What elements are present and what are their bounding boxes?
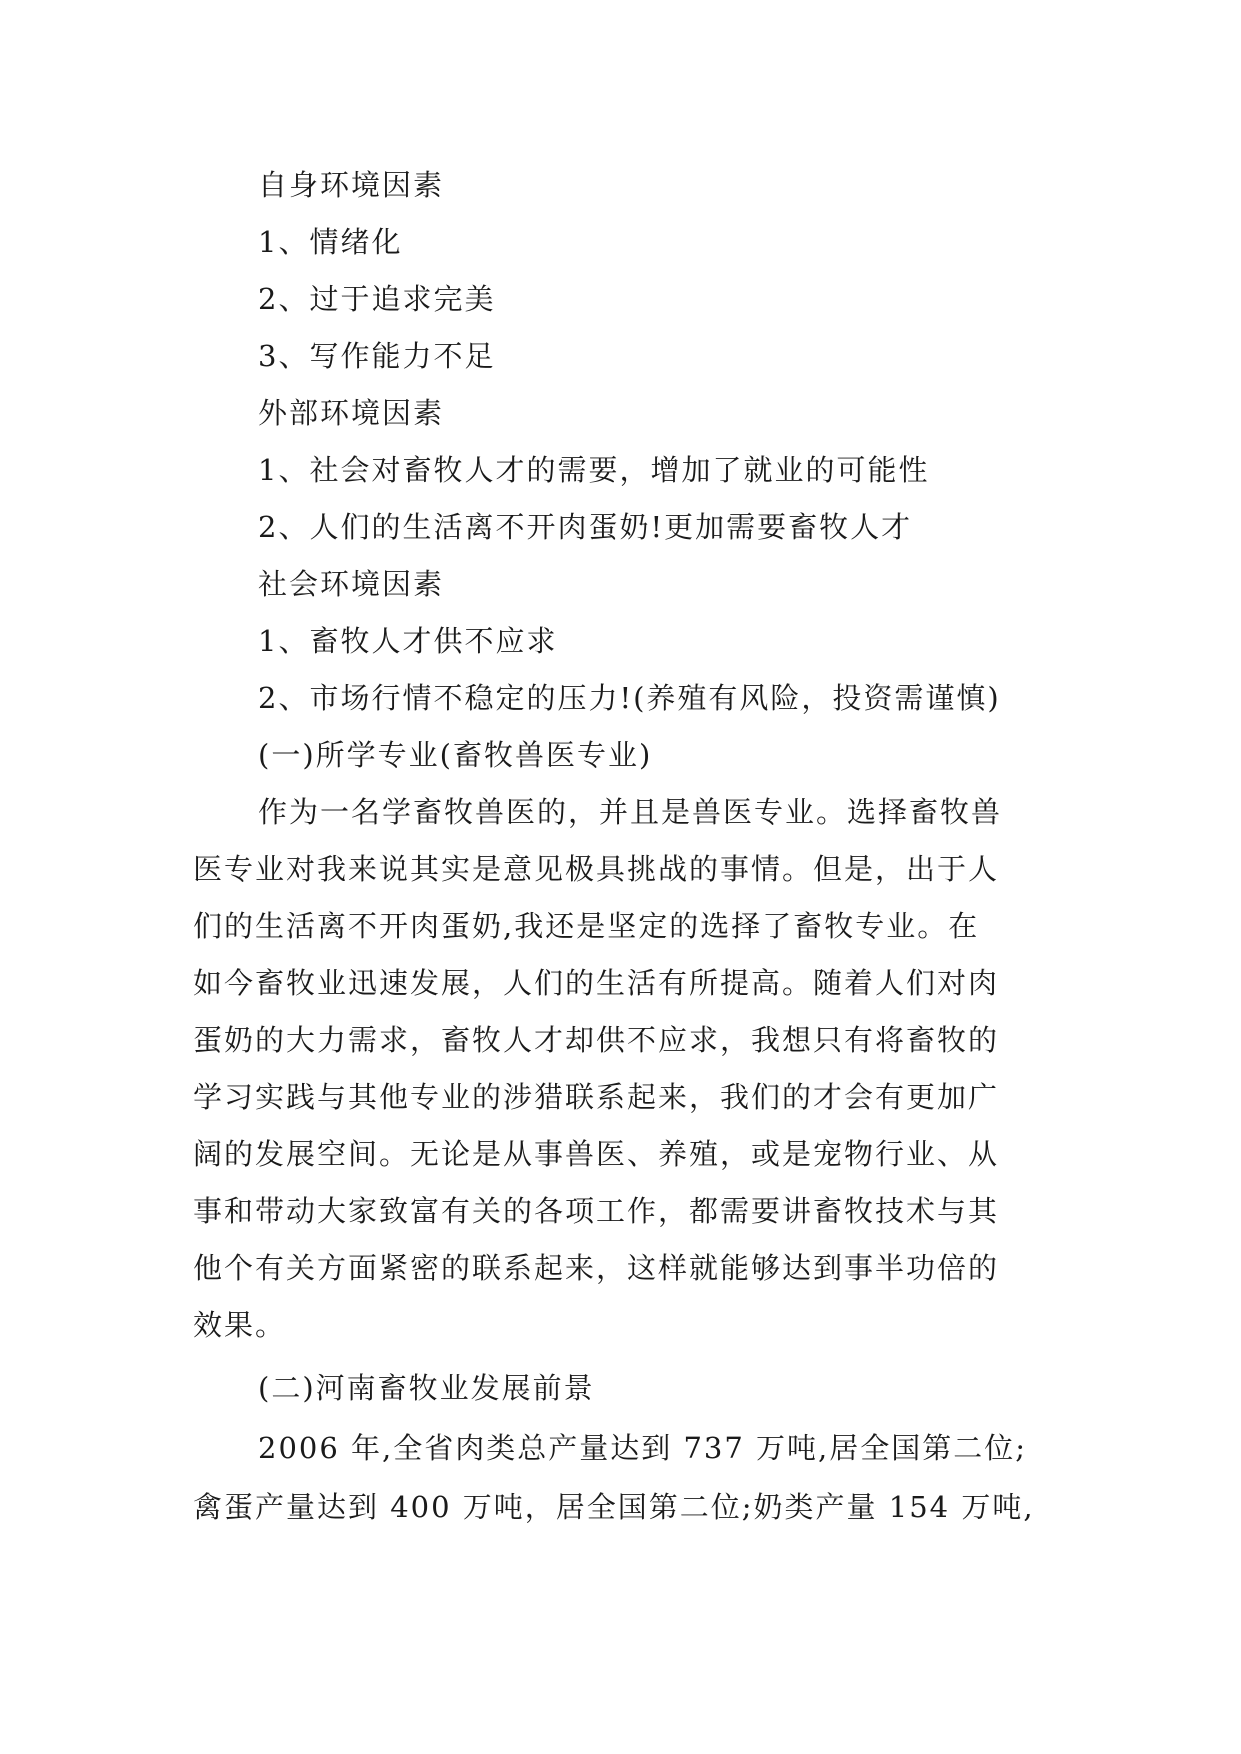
paragraph-line: 如今畜牧业迅速发展，人们的生活有所提高。随着人们对肉: [193, 966, 1000, 1000]
list-item: 1、社会对畜牧人才的需要，增加了就业的可能性: [258, 453, 930, 487]
paragraph-line: 学习实践与其他专业的涉猎联系起来，我们的才会有更加广: [193, 1080, 1000, 1114]
list-item: 2、人们的生活离不开肉蛋奶!更加需要畜牧人才: [258, 510, 913, 544]
paragraph-line: 们的生活离不开肉蛋奶,我还是坚定的选择了畜牧专业。在: [193, 909, 980, 943]
paragraph-line: 禽蛋产量达到 400 万吨，居全国第二位;奶类产量 154 万吨,: [193, 1490, 1035, 1524]
list-item: 1、情绪化: [258, 225, 403, 259]
heading-external-factors: 外部环境因素: [258, 396, 445, 430]
list-item: 1、畜牧人才供不应求: [258, 624, 558, 658]
heading-self-factors: 自身环境因素: [258, 168, 445, 202]
paragraph-line: 蛋奶的大力需求，畜牧人才却供不应求，我想只有将畜牧的: [193, 1023, 1000, 1057]
heading-social-factors: 社会环境因素: [258, 567, 445, 601]
paragraph-line: 2006 年,全省肉类总产量达到 737 万吨,居全国第二位;: [258, 1431, 1028, 1465]
list-item: 2、市场行情不稳定的压力!(养殖有风险，投资需谨慎): [258, 681, 1001, 715]
paragraph-line: 阔的发展空间。无论是从事兽医、养殖，或是宠物行业、从: [193, 1137, 1000, 1171]
section-heading-henan: (二)河南畜牧业发展前景: [258, 1371, 595, 1405]
paragraph-line: 医专业对我来说其实是意见极具挑战的事情。但是，出于人: [193, 852, 1000, 886]
paragraph-line: 事和带动大家致富有关的各项工作，都需要讲畜牧技术与其: [193, 1194, 1000, 1228]
section-heading-major: (一)所学专业(畜牧兽医专业): [258, 738, 653, 772]
paragraph-line: 他个有关方面紧密的联系起来，这样就能够达到事半功倍的: [193, 1251, 1000, 1285]
paragraph-line: 效果。: [193, 1308, 287, 1342]
list-item: 3、写作能力不足: [258, 339, 496, 373]
paragraph-line: 作为一名学畜牧兽医的，并且是兽医专业。选择畜牧兽: [258, 795, 1003, 829]
list-item: 2、过于追求完美: [258, 282, 496, 316]
